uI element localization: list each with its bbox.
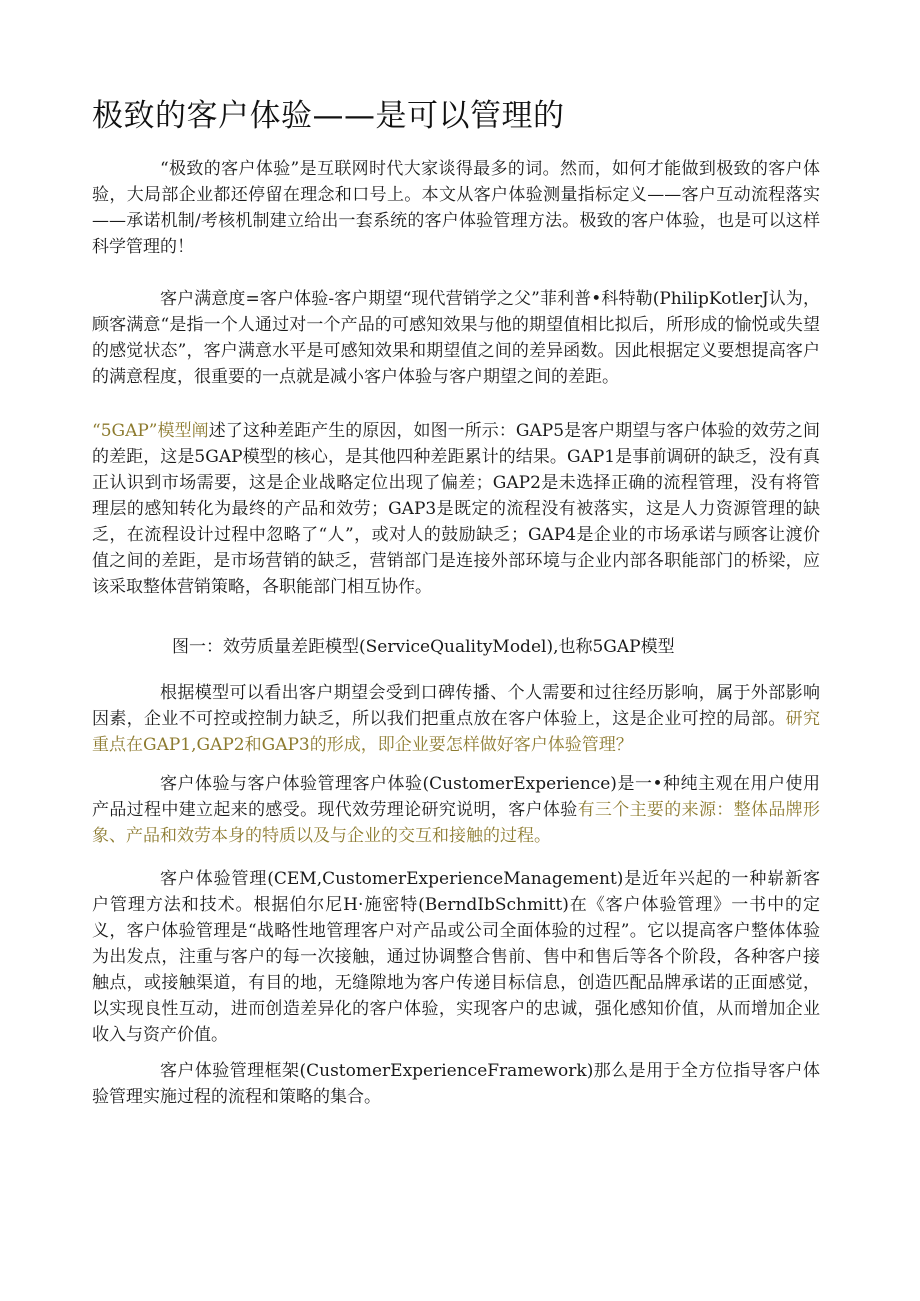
gap-model-highlight: “5GAP”模型阐 bbox=[92, 421, 209, 441]
page-title: 极致的客户体验——是可以管理的 bbox=[92, 98, 565, 134]
satisfaction-paragraph: 客户满意度=客户体验-客户期望“现代营销学之父”菲利普•科特勒(PhilipKotlerJ认为，顾客满意“是指一个人通过对一个产品的可感知效果与他的期望值相比拟后，所形成的愉悦或失望的感觉状态”，客户满意水平是可感知效果和期望值之间的差异函数。因此根据定义要想提高客户的满意程度，很重要的一点就是减小客户体验与客户期望之间的差距。 bbox=[92, 289, 820, 387]
research-focus-highlight: 研究重点在GAP1,GAP2和GAP3的形成，即企业要怎样做好客户体验管理？ bbox=[92, 709, 821, 755]
gap-model-paragraph bbox=[92, 418, 820, 600]
figure-caption: 图一：效劳质量差距模型(ServiceQualityModel),也称5GAP模型 bbox=[172, 637, 675, 657]
customer-experience-text: 客户体验与客户体验管理客户体验(CustomerExperience)是一•种纯主观在用户使用产品过程中建立起来的感受。现代效劳理论研究说明，客户体验 bbox=[92, 774, 820, 820]
intro-paragraph: “极致的客户体验”是互联网时代大家谈得最多的词。然而，如何才能做到极致的客户体验，大局部企业都还停留在理念和口号上。本文从客户体验测量指标定义——客户互动流程落实——承诺机制/考核机制建立给出一套系统的客户体验管理方法。极致的客户体验，也是可以这样科学管理的！ bbox=[92, 159, 820, 257]
customer-experience-paragraph bbox=[92, 771, 820, 849]
model-analysis-text: 根据模型可以看出客户期望会受到口碑传播、个人需要和过往经历影响，属于外部影响因素，企业不可控或控制力缺乏，所以我们把重点放在客户体验上，这是企业可控的局部。 bbox=[92, 683, 820, 729]
gap-model-text: 述了这种差距产生的原因，如图一所示：GAP5是客户期望与客户体验的效劳之间的差距，这是5GAP模型的核心，是其他四种差距累计的结果。GAP1是事前调研的缺乏，没有真正认识到市场需要，这是企业战略定位出现了偏差；GAP2是未选择正确的流程管理，没有将管理层的感知转化为最终的产品和效劳；GAP3是既定的流程没有被落实，这是人力资源管理的缺乏，在流程设计过程中忽略了“人”，或对人的鼓励缺乏；GAP4是企业的市场承诺与顾客让渡价值之间的差距，是市场营销的缺乏，营销部门是连接外部环境与企业内部各职能部门的桥梁，应该采取整体营销策略，各职能部门相互协作。 bbox=[92, 421, 820, 597]
cem-framework-paragraph: 客户体验管理框架(CustomerExperienceFramework)那么是用于全方位指导客户体验管理实施过程的流程和策略的集合。 bbox=[92, 1061, 820, 1107]
model-analysis-paragraph bbox=[92, 680, 820, 758]
experience-sources-highlight: 有三个主要的来源：整体品牌形象、产品和效劳本身的特质以及与企业的交互和接触的过程。 bbox=[92, 800, 821, 846]
cem-paragraph: 客户体验管理(CEM,CustomerExperienceManagement)是近年兴起的一种崭新客户管理方法和技术。根据伯尔尼H·施密特(BerndIbSchmitt)在《客户体验管理》一书中的定义，客户体验管理是“战略性地管理客户对产品或公司全面体验的过程”。它以提高客户整体体验为出发点，注重与客户的每一次接触，通过协调整合售前、售中和售后等各个阶段，各种客户接触点，或接触渠道，有目的地，无缝隙地为客户传递目标信息，创造匹配品牌承诺的正面感觉，以实现良性互动，进而创造差异化的客户体验，实现客户的忠诚，强化感知价值，从而增加企业收入与资产价值。 bbox=[92, 869, 820, 1045]
